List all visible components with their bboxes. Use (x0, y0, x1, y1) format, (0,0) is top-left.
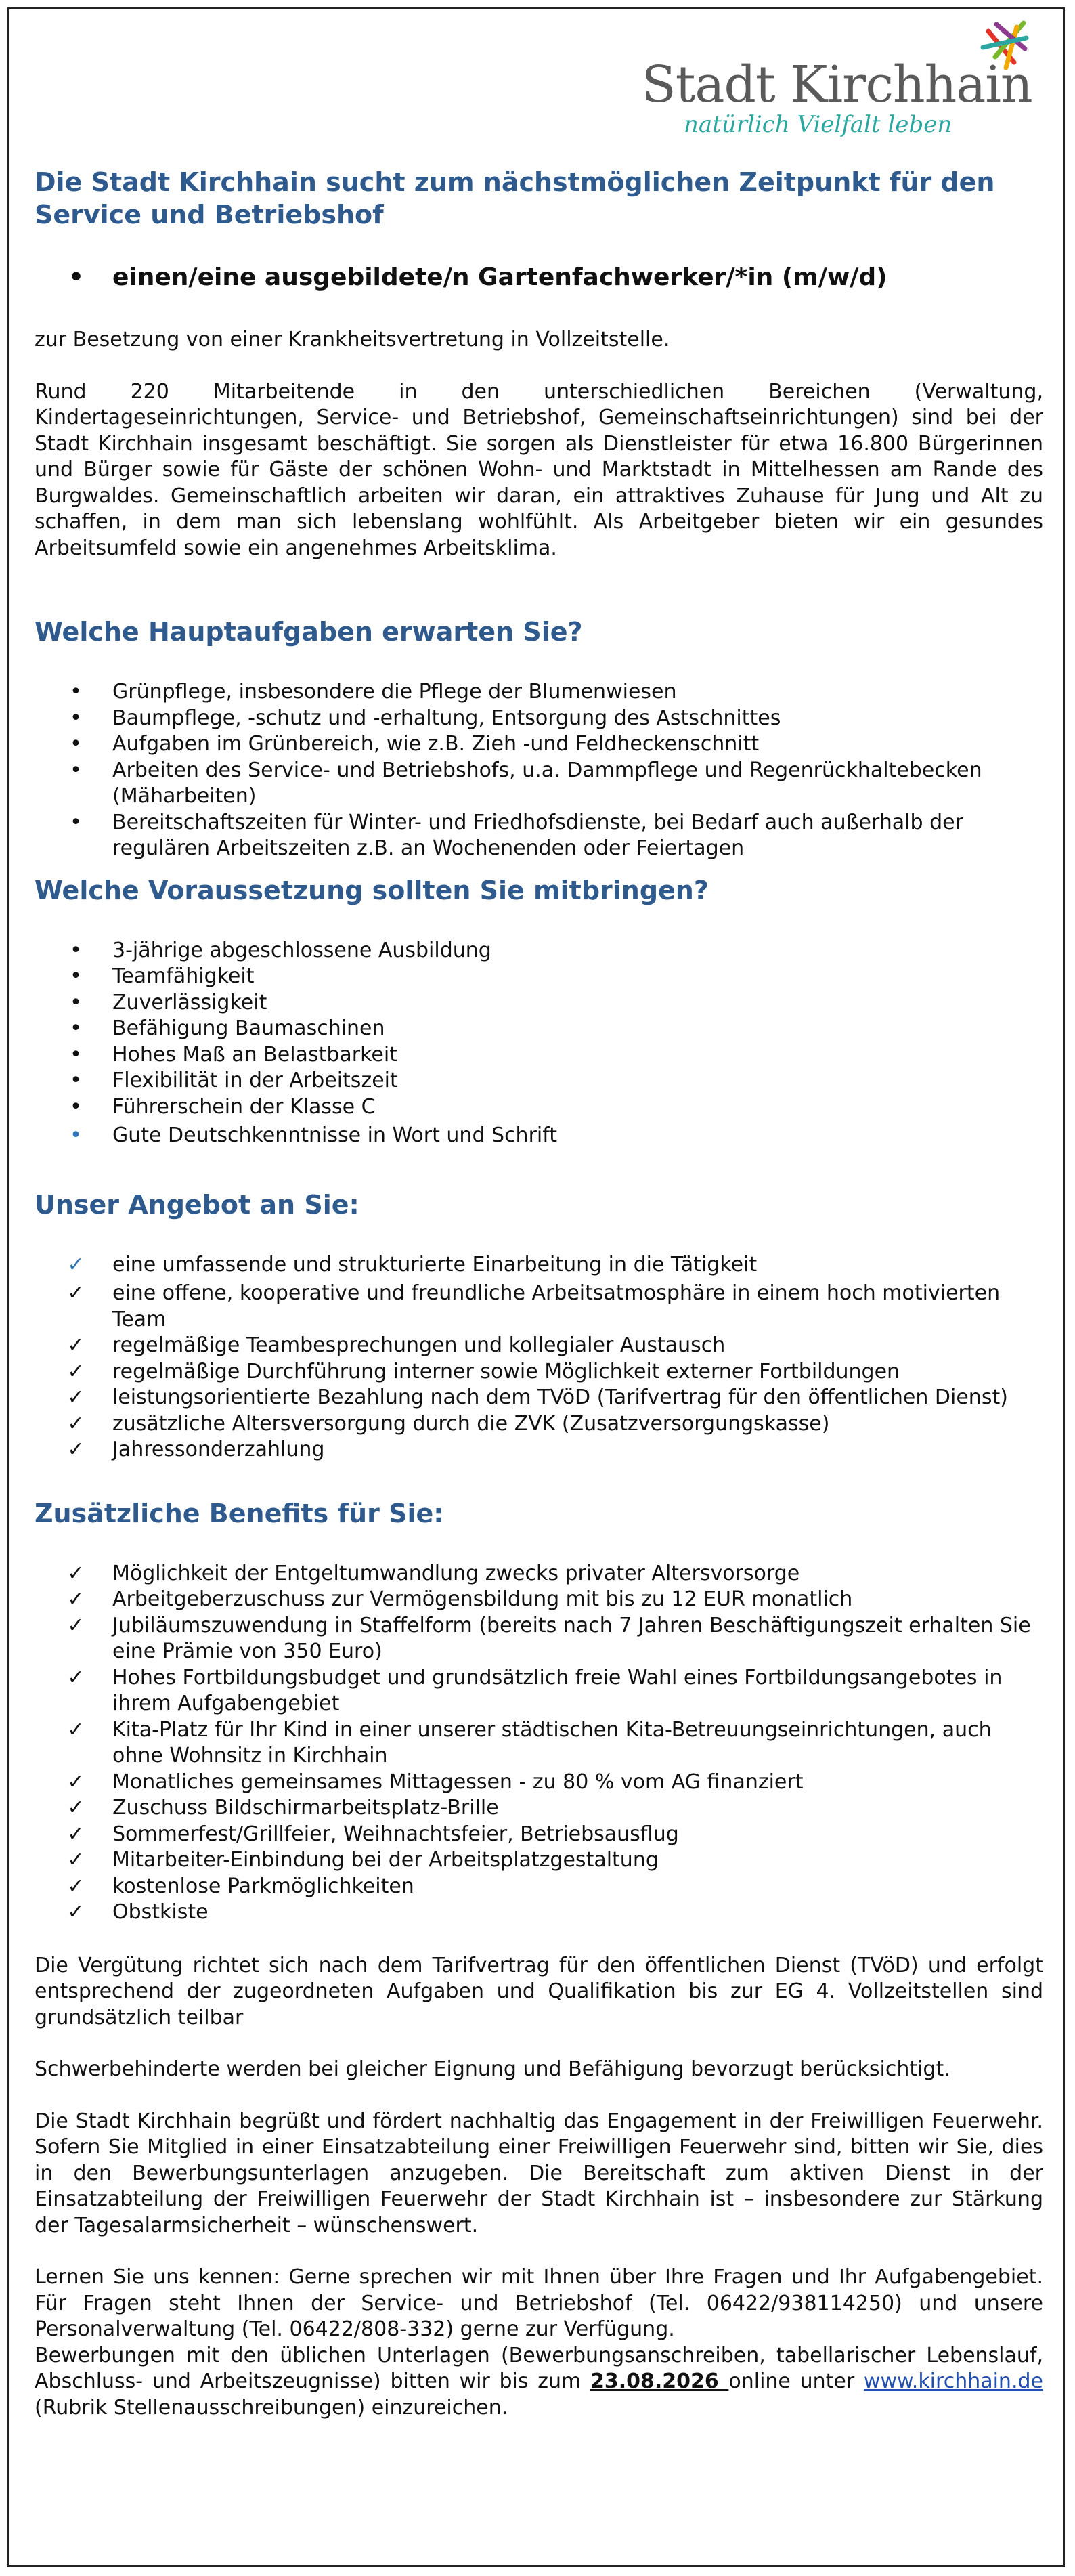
logo-slogan: natürlich Vielfalt leben (684, 111, 952, 138)
list-item: ✓ Zuschuss Bildschirmarbeitsplatz-Brille (35, 1795, 1043, 1822)
bullet-icon: • (70, 1016, 82, 1040)
list-item: ✓ Monatliches gemeinsames Mittagessen - zu 80 % vom AG finanziert (35, 1769, 1043, 1796)
benefits-list (35, 1561, 1043, 1926)
bullet-icon: • (70, 1094, 82, 1119)
bullet-icon: • (70, 1069, 82, 1092)
list-item: ✓ eine offene, kooperative und freundliche Arbeitsatmosphäre in einem hoch motivierten Team (35, 1281, 1043, 1333)
list-item: ✓ Sommerfest/Grillfeier, Weihnachtsfeier, Betriebsausflug (35, 1822, 1043, 1848)
contact-paragraph: Lernen Sie uns kennen: Gerne sprechen wir mit Ihnen über Ihre Fragen und Ihr Aufgabengebiet. Für Fragen steht Ihnen der Service- und Betriebshof (Tel. 06422/938114250) und unsere Personalverwaltung (Tel. 06422/808-332) gerne zur Verfügung. (35, 2265, 1043, 2341)
application-paragraph: Bewerbungen mit den üblichen Unterlagen (Bewerbungsanschreiben, tabellarischer Lebenslauf, Abschluss- und Arbeitszeugnisse) bitten wir bis zum 23.08.2026 online unter www.kirchhain.de (Rubrik Stellenausschreibungen) einzureichen. (35, 2343, 1043, 2420)
check-icon: ✓ (67, 1613, 85, 1637)
city-logo (636, 16, 1043, 145)
list-item: • Grünpflege, insbesondere die Pflege der Blumenwiesen (35, 679, 1043, 706)
bullet-icon: • (68, 263, 85, 291)
requirements-heading: Welche Voraussetzung sollten Sie mitbringen? (35, 875, 709, 905)
list-item: • Befähigung Baumaschinen (35, 1016, 1043, 1042)
list-item: ✓ eine umfassende und strukturierte Einarbeitung in die Tätigkeit (35, 1252, 1043, 1279)
intro-paragraph-1: zur Besetzung von einer Krankheitsvertretung in Vollzeitstelle. (35, 328, 670, 351)
list-item: ✓ regelmäßige Teambesprechungen und kollegialer Austausch (35, 1333, 1043, 1359)
bullet-icon: • (70, 758, 82, 782)
bullet-icon: • (70, 990, 82, 1014)
position-label: einen/eine ausgebildete/n Gartenfachwerker/*in (m/w/d) (112, 263, 887, 291)
check-icon: ✓ (67, 1717, 85, 1742)
salary-paragraph: Die Vergütung richtet sich nach dem Tarifvertrag für den öffentlichen Dienst (TVöD) und erfolgt entsprechend der zugeordneten Aufgaben und Qualifikation bis zur EG 4. Vollzeitstellen sind grundsätzlich teilbar (35, 1953, 1043, 2030)
intro-paragraph-2: Rund 220 Mitarbeitende in den unterschiedlichen Bereichen (Verwaltung, Kindertageseinrichtungen, Service- und Betriebshof, Gemeinschaftseinrichtungen) sind bei der Stadt Kirchhain insgesamt beschäftigt. Sie sorgen als Dienstleister für etwa 16.800 Bürgerinnen und Bürger sowie für Gäste der schönen Wohn- und Marktstadt in Mittelhessen am Rande des Burgwaldes. Gemeinschaftlich arbeiten wir daran, ein attraktives Zuhause für Jung und Alt zu schaffen, in dem man sich lebenslang wohlfühlt. Als Arbeitgeber bieten wir ein gesundes Arbeitsumfeld sowie ein angenehmes Arbeitsklima. (35, 379, 1043, 560)
application-deadline: 23.08.2026 (590, 2369, 729, 2393)
requirements-list (35, 938, 1043, 1149)
check-icon: ✓ (67, 1665, 85, 1690)
check-icon: ✓ (67, 1796, 85, 1820)
list-item: • Baumpflege, -schutz und -erhaltung, Entsorgung des Astschnittes (35, 706, 1043, 732)
list-item: ✓ leistungsorientierte Bezahlung nach dem TVöD (Tarifvertrag für den öffentlichen Dienst) (35, 1385, 1043, 1411)
list-item: • Aufgaben im Grünbereich, wie z.B. Zieh -und Feldheckenschnitt (35, 731, 1043, 758)
list-item: • Gute Deutschkenntnisse in Wort und Schrift (35, 1123, 1043, 1149)
list-item: ✓ Arbeitgeberzuschuss zur Vermögensbildung mit bis zu 12 EUR monatlich (35, 1587, 1043, 1613)
bullet-icon: • (70, 1042, 82, 1067)
check-icon: ✓ (67, 1333, 85, 1357)
check-icon: ✓ (67, 1900, 85, 1924)
list-item: ✓ Möglichkeit der Entgeltumwandlung zwecks privater Altersvorsorge (35, 1561, 1043, 1587)
list-item: ✓ regelmäßige Durchführung interner sowie Möglichkeit externer Fortbildungen (35, 1359, 1043, 1386)
position-title (35, 262, 1043, 293)
check-icon: ✓ (67, 1252, 85, 1276)
list-item: ✓ Jubiläumszuwendung in Staffelform (bereits nach 7 Jahren Beschäftigungszeit erhalten Sie eine Prämie von 350 Euro) (35, 1613, 1043, 1665)
bullet-icon: • (70, 706, 82, 730)
check-icon: ✓ (67, 1386, 85, 1409)
logo-name: Stadt Kirchhain (642, 56, 1032, 114)
disability-paragraph: Schwerbehinderte werden bei gleicher Eignung und Befähigung bevorzugt berücksichtigt. (35, 2057, 950, 2081)
list-item: • 3-jährige abgeschlossene Ausbildung (35, 938, 1043, 964)
fire-brigade-paragraph: Die Stadt Kirchhain begrüßt und fördert nachhaltig das Engagement in der Freiwilligen Feuerwehr. Sofern Sie Mitglied in einer Einsatzabteilung einer Freiwilligen Feuerwehr sind, bitten wir Sie, dies in den Bewerbungsunterlagen anzugeben. Die Bereitschaft zum aktiven Dienst in der Einsatzabteilung der Freiwilligen Feuerwehr der Stadt Kirchhain ist – insbesondere zur Stärkung der Tagesalarmsicherheit – wünschenswert. (35, 2109, 1043, 2237)
check-icon: ✓ (67, 1848, 85, 1872)
list-item: ✓ Hohes Fortbildungsbudget und grundsätzlich freie Wahl eines Fortbildungsangebotes in ihrem Aufgabengebiet (35, 1665, 1043, 1717)
job-posting (35, 166, 1043, 2421)
bullet-icon: • (70, 680, 82, 704)
check-icon: ✓ (67, 1587, 85, 1611)
list-item: ✓ zusätzliche Altersversorgung durch die ZVK (Zusatzversorgungskasse) (35, 1411, 1043, 1438)
list-item: • Flexibilität in der Arbeitszeit (35, 1068, 1043, 1094)
check-icon: ✓ (67, 1281, 85, 1305)
bullet-icon: • (70, 964, 82, 988)
offer-heading: Unser Angebot an Sie: (35, 1189, 359, 1220)
list-item: • Teamfähigkeit (35, 964, 1043, 990)
bullet-icon: • (70, 938, 82, 962)
list-item: ✓ Mitarbeiter-Einbindung bei der Arbeitsplatzgestaltung (35, 1847, 1043, 1874)
list-item: • Zuverlässigkeit (35, 990, 1043, 1016)
benefits-heading: Zusätzliche Benefits für Sie: (35, 1498, 444, 1528)
list-item: • Bereitschaftszeiten für Winter- und Friedhofsdienste, bei Bedarf auch außerhalb der regulären Arbeitszeiten z.B. an Wochenenden oder Feiertagen (70, 810, 963, 860)
bullet-icon: • (70, 810, 82, 834)
list-item: ✓ Kita-Platz für Ihr Kind in einer unserer städtischen Kita-Betreuungseinrichtungen, auch ohne Wohnsitz in Kirchhain (35, 1717, 1043, 1769)
check-icon: ✓ (67, 1411, 85, 1436)
check-icon: ✓ (67, 1874, 85, 1898)
list-item: ✓ kostenlose Parkmöglichkeiten (35, 1874, 1043, 1900)
list-item: • Hohes Maß an Belastbarkeit (35, 1042, 1043, 1069)
bullet-icon: • (70, 1123, 82, 1147)
posting-heading: Die Stadt Kirchhain sucht zum nächstmöglichen Zeitpunkt für den Service und Betriebshof (35, 167, 995, 230)
check-icon: ✓ (67, 1359, 85, 1383)
list-item: • Führerschein der Klasse C (35, 1094, 1043, 1121)
tasks-list (35, 679, 1043, 862)
check-icon: ✓ (67, 1769, 85, 1794)
bullet-icon: • (70, 732, 82, 756)
list-item: ✓ Obstkiste (35, 1899, 1043, 1926)
offer-list (35, 1252, 1043, 1463)
check-icon: ✓ (67, 1561, 85, 1585)
list-item: • Arbeiten des Service- und Betriebshofs, u.a. Dammpflege und Regenrückhaltebecken (Mäharbeiten) (70, 758, 982, 808)
website-link[interactable]: www.kirchhain.de (863, 2369, 1043, 2393)
list-item: ✓ Jahressonderzahlung (35, 1437, 1043, 1463)
check-icon: ✓ (67, 1822, 85, 1846)
tasks-heading: Welche Hauptaufgaben erwarten Sie? (35, 617, 583, 647)
position-list (35, 262, 1043, 293)
check-icon: ✓ (67, 1438, 85, 1461)
